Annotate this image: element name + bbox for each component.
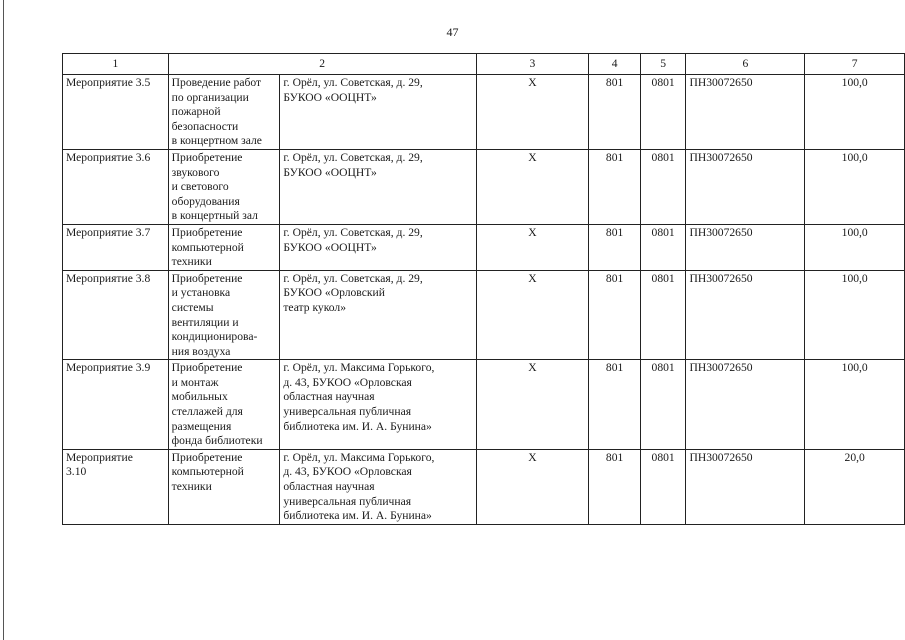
cell-measure-name-line: Приобретение [171, 361, 243, 375]
cell-address-line: г. Орёл, ул. Советская, д. 29, [283, 271, 423, 285]
cell-col4: 801 [589, 449, 640, 524]
cell-col4: 801 [589, 360, 640, 450]
cell-col5: 0801 [640, 270, 686, 360]
budget-table [62, 53, 905, 525]
header-col-3: 3 [476, 54, 589, 75]
cell-measure-name [168, 149, 280, 224]
cell-address [280, 75, 476, 150]
cell-measure-id [63, 270, 169, 360]
cell-address-line: БУКОО «ООЦНТ» [283, 165, 377, 179]
cell-address-line: БУКОО «ООЦНТ» [283, 240, 377, 254]
cell-measure-name-line: и установка [171, 286, 231, 300]
cell-col4: 801 [589, 224, 640, 270]
cell-measure-name-line: Проведение работ [171, 76, 262, 89]
cell-measure-name [168, 75, 280, 150]
cell-measure-name [168, 224, 280, 270]
page-number: 47 [446, 25, 459, 39]
cell-measure-name-line: системы [171, 300, 214, 314]
header-col-2: 2 [168, 54, 476, 75]
cell-measure-id-line: Мероприятие 3.5 [66, 76, 151, 89]
table-row [63, 360, 905, 450]
cell-address-line: библиотека им. И. А. Бунина» [283, 419, 432, 433]
cell-address-line: универсальная публичная [283, 494, 412, 508]
cell-col7: 20,0 [805, 449, 905, 524]
cell-measure-id-line: Мероприятие 3.7 [66, 225, 151, 239]
table-row [63, 149, 905, 224]
cell-col3: Х [476, 149, 589, 224]
cell-measure-name-line: техники [171, 255, 212, 269]
header-col-7: 7 [805, 54, 905, 75]
cell-measure-id [63, 360, 169, 450]
cell-measure-name-line: фонда библиотеки [171, 434, 263, 448]
cell-measure-name-line: в концертном зале [171, 134, 262, 148]
cell-address-line: областная научная [283, 480, 375, 494]
cell-measure-name-line: ния воздуха [171, 344, 231, 358]
cell-measure-id [63, 149, 169, 224]
cell-address-line: универсальная публичная [283, 405, 412, 419]
cell-measure-id-line: Мероприятие 3.9 [66, 361, 151, 375]
cell-address-line: г. Орёл, ул. Максима Горького, [283, 361, 435, 375]
cell-address-line: БУКОО «Орловский [283, 286, 385, 300]
cell-col3: Х [476, 270, 589, 360]
cell-col7: 100,0 [805, 360, 905, 450]
cell-measure-name-line: компьютерной [171, 240, 244, 254]
header-col-5: 5 [640, 54, 686, 75]
cell-measure-id [63, 75, 169, 150]
cell-col4: 801 [589, 270, 640, 360]
cell-col7: 100,0 [805, 149, 905, 224]
cell-col3: Х [476, 224, 589, 270]
cell-address-line: г. Орёл, ул. Советская, д. 29, [283, 225, 423, 239]
cell-measure-name-line: размещения [171, 419, 232, 433]
table-row [63, 224, 905, 270]
cell-col5: 0801 [640, 449, 686, 524]
cell-measure-name-line: Приобретение [171, 150, 243, 164]
cell-col7: 100,0 [805, 270, 905, 360]
cell-col6: ПН30072650 [686, 75, 805, 150]
cell-address-line: г. Орёл, ул. Советская, д. 29, [283, 150, 423, 164]
cell-address-line: областная научная [283, 390, 375, 404]
cell-measure-name [168, 270, 280, 360]
cell-address-line: г. Орёл, ул. Максима Горького, [283, 450, 435, 464]
cell-address [280, 449, 476, 524]
cell-measure-id-line: Мероприятие 3.6 [66, 150, 151, 164]
cell-measure-name-line: в концертный зал [171, 209, 258, 223]
cell-measure-name [168, 360, 280, 450]
cell-address [280, 360, 476, 450]
cell-measure-id [63, 449, 169, 524]
cell-col6: ПН30072650 [686, 449, 805, 524]
cell-measure-name-line: стеллажей для [171, 405, 243, 419]
cell-measure-name-line: и монтаж [171, 375, 219, 389]
cell-address-line: БУКОО «ООЦНТ» [283, 90, 377, 104]
cell-address-line: библиотека им. И. А. Бунина» [283, 509, 432, 523]
table-row [63, 270, 905, 360]
cell-address-line: театр кукол» [283, 300, 346, 314]
cell-col6: ПН30072650 [686, 360, 805, 450]
header-col-1: 1 [63, 54, 169, 75]
cell-measure-name-line: Приобретение [171, 271, 243, 285]
table-row [63, 449, 905, 524]
cell-measure-id-line: Мероприятие [66, 450, 133, 464]
table-body [63, 75, 905, 525]
cell-measure-name-line: по организации [171, 90, 249, 104]
cell-col6: ПН30072650 [686, 270, 805, 360]
cell-col6: ПН30072650 [686, 149, 805, 224]
cell-col4: 801 [589, 75, 640, 150]
page-left-edge-line [3, 0, 4, 640]
cell-measure-id-line: Мероприятие 3.8 [66, 271, 151, 285]
cell-col3: Х [476, 75, 589, 150]
cell-address-line: д. 43, БУКОО «Орловская [283, 465, 412, 479]
header-col-4: 4 [589, 54, 640, 75]
cell-measure-name-line: компьютерной [171, 465, 244, 479]
cell-address [280, 224, 476, 270]
cell-col5: 0801 [640, 75, 686, 150]
header-col-6: 6 [686, 54, 805, 75]
cell-measure-name-line: пожарной [171, 105, 221, 119]
cell-col5: 0801 [640, 224, 686, 270]
cell-col4: 801 [589, 149, 640, 224]
cell-address-line: д. 43, БУКОО «Орловская [283, 375, 412, 389]
cell-measure-name-line: кондиционирова- [171, 330, 258, 344]
cell-measure-id-line: 3.10 [66, 465, 87, 479]
cell-col7: 100,0 [805, 75, 905, 150]
cell-measure-name-line: звукового [171, 165, 220, 179]
cell-measure-name-line: безопасности [171, 119, 239, 133]
cell-measure-name-line: вентиляции и [171, 315, 239, 329]
cell-measure-name-line: Приобретение [171, 225, 243, 239]
cell-col5: 0801 [640, 360, 686, 450]
header-row [63, 54, 905, 75]
cell-measure-name-line: и светового [171, 180, 229, 194]
cell-address [280, 149, 476, 224]
cell-measure-name-line: Приобретение [171, 450, 243, 464]
cell-address-line: г. Орёл, ул. Советская, д. 29, [283, 76, 423, 89]
cell-col7: 100,0 [805, 224, 905, 270]
cell-col6: ПН30072650 [686, 224, 805, 270]
cell-measure-name-line: оборудования [171, 194, 240, 208]
cell-measure-name-line: мобильных [171, 390, 228, 404]
cell-col5: 0801 [640, 149, 686, 224]
cell-address [280, 270, 476, 360]
cell-measure-name [168, 449, 280, 524]
cell-col3: Х [476, 449, 589, 524]
table-row [63, 75, 905, 150]
cell-col3: Х [476, 360, 589, 450]
cell-measure-id [63, 224, 169, 270]
cell-measure-name-line: техники [171, 480, 212, 494]
